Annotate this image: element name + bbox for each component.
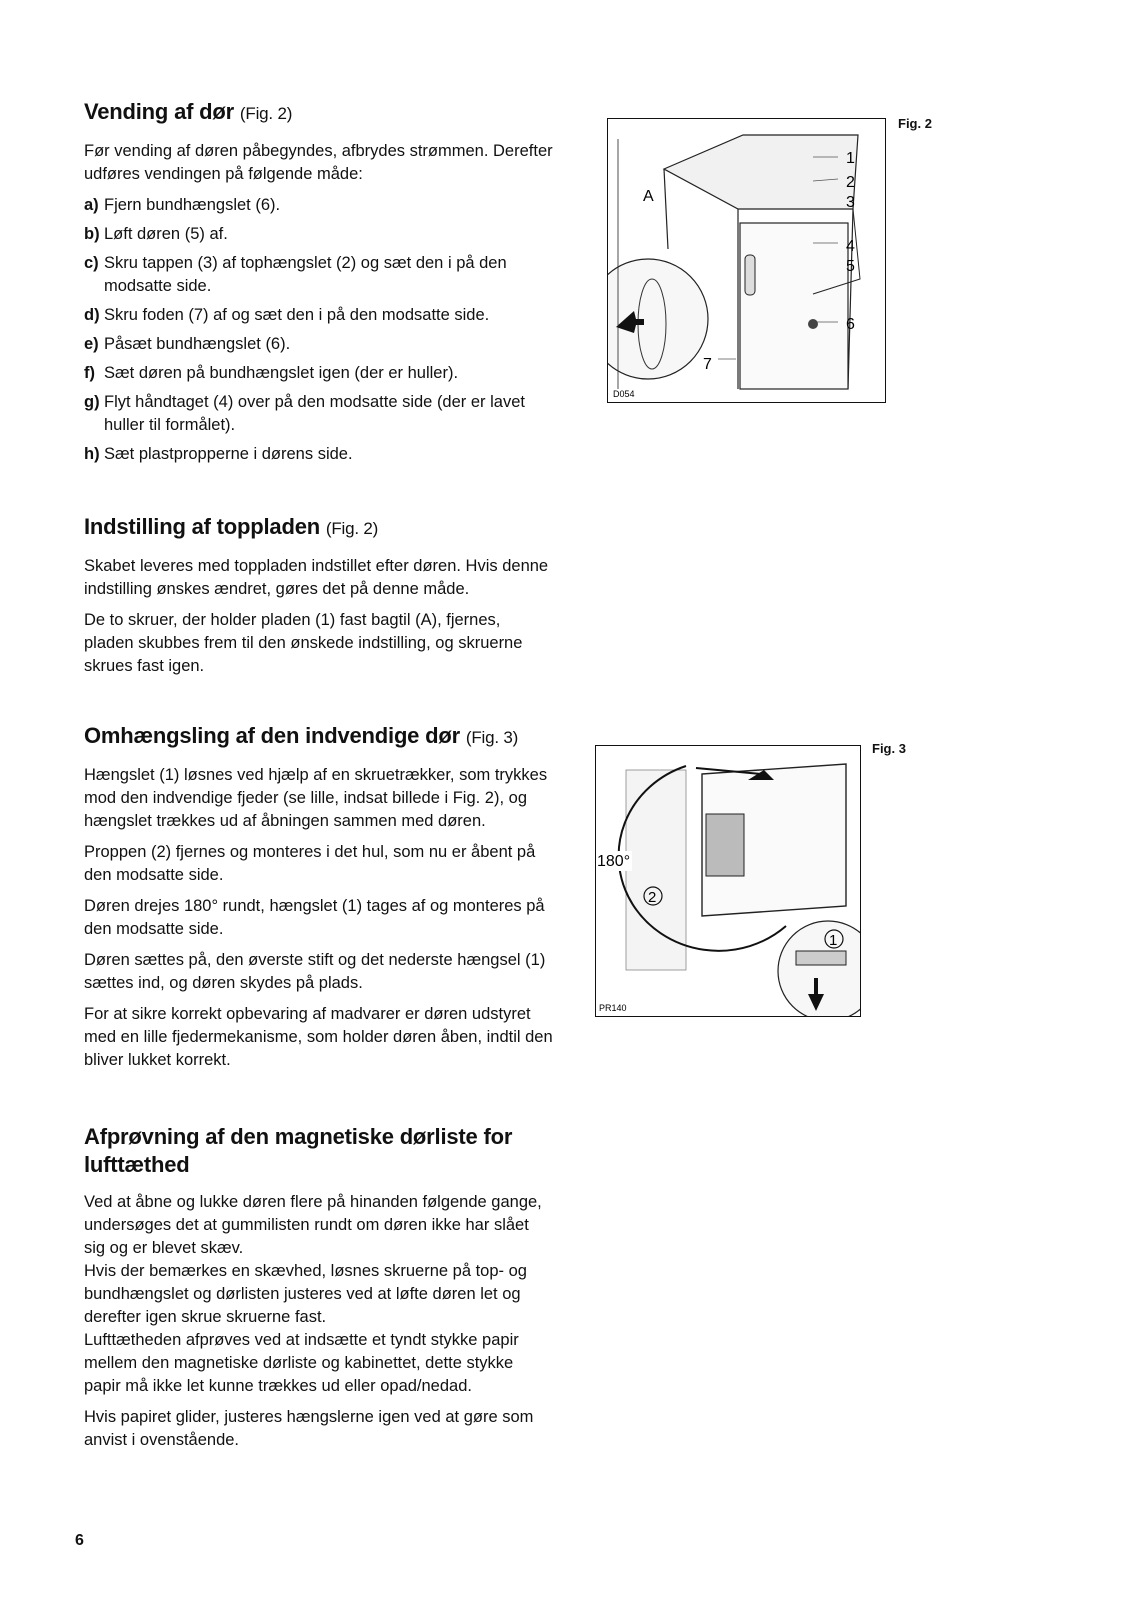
fig2-number-4: 4 bbox=[846, 238, 855, 255]
figure-3-frame bbox=[595, 745, 861, 1017]
fig3-illustration bbox=[596, 746, 860, 1016]
figure-3-label: Fig. 3 bbox=[872, 741, 906, 756]
step-b: b) Løft døren (5) af. bbox=[84, 225, 228, 243]
step-d: d) Skru foden (7) af og sæt den i på den modsatte side. bbox=[84, 306, 490, 324]
fig2-illustration bbox=[608, 119, 885, 402]
step-a: a) Fjern bundhængslet (6). bbox=[84, 196, 281, 214]
inner-door-text-5: For at sikre korrekt opbevaring af madvarer er døren udstyret med en lille fjedermekanisme, som holder døren åben, indtil den bliver lukket korrekt. bbox=[84, 1005, 553, 1069]
step-h: h) Sæt plastpropperne i dørens side. bbox=[84, 445, 353, 463]
section-seal-test bbox=[84, 1123, 554, 1460]
step-e: e) Påsæt bundhængslet (6). bbox=[84, 335, 291, 353]
fig3-code: PR140 bbox=[599, 1003, 627, 1013]
inner-door-text-1: Hængslet (1) løsnes ved hjælp af en skruetrækker, som trykkes mod den indvendige fjeder (se lille, indsat billede i Fig. 2), og hængslet trækkes ud af åbningen sammen med døren. bbox=[84, 766, 548, 830]
fig2-number-3: 3 bbox=[846, 194, 855, 211]
intro-text: Før vending af døren påbegyndes, afbrydes strømmen. Derefter udføres vendingen på følgende måde: bbox=[84, 142, 553, 183]
inner-door-text-2: Proppen (2) fjernes og monteres i det hul, som nu er åbent på den modsatte side. bbox=[84, 843, 536, 884]
top-plate-text-1: Skabet leveres med toppladen indstillet efter døren. Hvis denne indstilling ønskes ændret, gøres det på denne måde. bbox=[84, 557, 549, 598]
steps-list bbox=[84, 194, 554, 466]
section-top-plate bbox=[84, 513, 554, 686]
section-door-reversal bbox=[84, 98, 554, 472]
inner-door-text-4: Døren sættes på, den øverste stift og det nederste hængsel (1) sættes ind, og døren skydes på plads. bbox=[84, 951, 546, 992]
fig2-number-6: 6 bbox=[846, 316, 855, 333]
heading-door-reversal: Vending af dør (Fig. 2) bbox=[84, 99, 293, 124]
seal-test-text-3: Lufttætheden afprøves ved at indsætte et tyndt stykke papir mellem den magnetiske dørliste og kabinettet, dette stykke papir må ikke let kunne trækkes ud eller opad/nedad. bbox=[84, 1331, 519, 1395]
fig2-number-1: 1 bbox=[846, 150, 855, 167]
seal-test-text-2: Hvis der bemærkes en skævhed, løsnes skruerne på top- og bundhængslet og dørlisten justeres ved at løfte døren let og derefter igen skrue skruerne fast. bbox=[84, 1262, 527, 1326]
section-inner-door bbox=[84, 722, 554, 1080]
heading-inner-door: Omhængsling af den indvendige dør (Fig. 3) bbox=[84, 723, 519, 748]
figure-2-label: Fig. 2 bbox=[898, 116, 932, 131]
figure-2-frame bbox=[607, 118, 886, 403]
page-number: 6 bbox=[75, 1532, 84, 1549]
seal-test-text-4: Hvis papiret glider, justeres hængslerne igen ved at gøre som anvist i ovenstående. bbox=[84, 1408, 534, 1449]
fig2-letter-a: A bbox=[643, 188, 654, 205]
top-plate-text-2: De to skruer, der holder pladen (1) fast bagtil (A), fjernes, pladen skubbes frem til den ønskede indstilling, og skruerne skrues fast igen. bbox=[84, 611, 523, 675]
inner-door-text-3: Døren drejes 180° rundt, hængslet (1) tages af og monteres på den modsatte side. bbox=[84, 897, 545, 938]
heading-seal-test: Afprøvning af den magnetiske dørliste for lufttæthed bbox=[84, 1124, 513, 1177]
seal-test-text-1: Ved at åbne og lukke døren flere på hinanden følgende gange, undersøges det at gummilisten rundt om døren ikke har slået sig og er blevet skæv. bbox=[84, 1193, 542, 1257]
step-c: c) Skru tappen (3) af tophængslet (2) og sæt den i på den modsatte side. bbox=[84, 254, 507, 295]
fig2-code: D054 bbox=[613, 389, 635, 399]
fig3-number-1: 1 bbox=[829, 932, 838, 949]
heading-top-plate: Indstilling af toppladen (Fig. 2) bbox=[84, 514, 379, 539]
fig2-number-7: 7 bbox=[703, 356, 712, 373]
fig2-number-2: 2 bbox=[846, 174, 855, 191]
fig3-number-2: 2 bbox=[648, 889, 657, 906]
step-f: f) Sæt døren på bundhængslet igen (der er huller). bbox=[84, 364, 459, 382]
step-g: g) Flyt håndtaget (4) over på den modsatte side (der er lavet huller til formålet). bbox=[84, 393, 525, 434]
fig2-number-5: 5 bbox=[846, 258, 855, 275]
fig3-angle: 180° bbox=[597, 853, 631, 870]
